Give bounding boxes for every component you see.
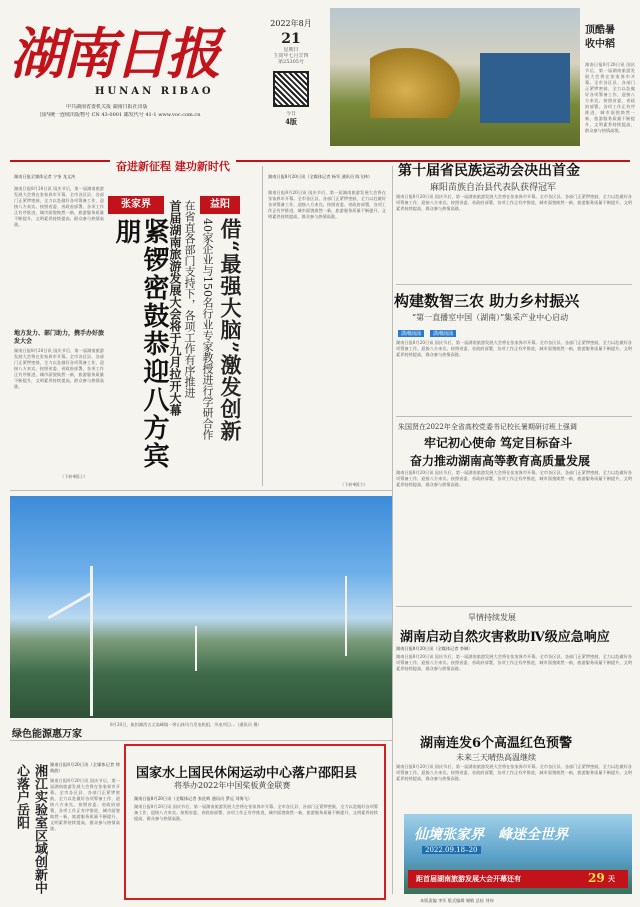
story2-body: 湖南日报8月20日讯 国庆节后，第一届湖南旅游发展大会将在张家界市开幕。全市各区县、各部门正紧锣密鼓，全力以赴做好各项筹备工作，迎接八方来宾。按照省委、省政府部署，各项工作正有序推进，城市面貌焕然一新，旅游服务质量不断提升，文明素养持续提高，群众参与热情高涨。 bbox=[396, 340, 632, 357]
top-caption-text: 湖南日报8月20日讯 国庆节后，第一届湖南旅游发展大会将在张家界市开幕。全市各区县、各部门正紧锣密鼓，全力以赴做好各项筹备工作，迎接八方来宾。按照省委、省政府部署，各项工作正有序推进，城市面貌焕然一新，旅游服务质量不断提升，文明素养持续提高，群众参与热情高涨。 bbox=[585, 62, 635, 133]
col-c-headline: 借“最强大脑”激发创新 bbox=[218, 218, 243, 443]
story5-sub: 未来三天晴热高温继续 bbox=[456, 753, 536, 762]
story3-headline-2: 奋力推动湖南高等教育高质量发展 bbox=[410, 454, 591, 468]
story3-headline-1: 牢记初心使命 笃定目标奋斗 bbox=[424, 436, 573, 450]
footer: 本版责编 李军 版式编辑 谢敏 总检 刘伟 bbox=[420, 898, 494, 903]
col-a-sub: 地方发力、部门助力，携手办好旅发大会 bbox=[14, 330, 105, 345]
ad-countdown: 距首届湖南旅游发展大会开幕还有 bbox=[416, 874, 521, 883]
story1-headline: 第十届省民族运动会决出首金 bbox=[398, 163, 580, 179]
top-caption: 顶酷暑 收中稻 bbox=[585, 25, 615, 50]
masthead-code: 国内统一连续出版物号 CN 43-0001 邮发代号 41-1 www.voc.com.cn bbox=[40, 112, 201, 118]
ad-countdown-bar bbox=[408, 870, 628, 888]
story2-tag-2: 潇湘涌涌 bbox=[430, 330, 456, 337]
ad-line-2: 峰迷全世界 bbox=[498, 827, 568, 843]
kicker-yiyang: 益阳 bbox=[200, 196, 240, 214]
divider bbox=[262, 166, 263, 486]
tourism-ad bbox=[404, 814, 632, 894]
col-a-body: 湖南日报8月20日讯 国庆节后，第一届湖南旅游发展大会将在张家界市开幕。全市各区县、各部门正紧锣密鼓，全力以赴做好各项筹备工作，迎接八方来宾。按照省委、省政府部署，各项工作正有序推进，城市面貌焕然一新，旅游服务质量不断提升，文明素养持续提高，群众参与热情高涨。 bbox=[14, 186, 104, 227]
story5-headline: 湖南连发6个高温红色预警 bbox=[420, 736, 573, 751]
story6-body: 湖南日报8月20日讯 国庆节后，第一届湖南旅游发展大会将在张家界市开幕。全市各区县、各部门正紧锣密鼓，全力以赴做好各项筹备工作，迎接八方来宾。按照省委、省政府部署，各项工作正有序推进，城市面貌焕然一新，旅游服务质量不断提升，文明素养持续提高，群众参与热情高涨。 bbox=[134, 804, 378, 821]
story6-byline: 湖南日报8月20日讯（全媒体记者 张佐辉 通讯员 罗远 刘海飞） bbox=[134, 796, 253, 801]
harvester-body bbox=[480, 53, 570, 123]
wind-turbine-icon bbox=[90, 566, 93, 716]
wind-farm-photo bbox=[10, 496, 392, 718]
col-a-jump: （下转4版①） bbox=[60, 474, 88, 479]
col-a-body-2: 湖南日报8月20日讯 国庆节后，第一届湖南旅游发展大会将在张家界市开幕。全市各区县、各部门正紧锣密鼓，全力以赴做好各项筹备工作，迎接八方来宾。按照省委、省政府部署，各项工作正有序推进，城市面貌焕然一新，旅游服务质量不断提升，文明素养持续提高，群众参与热情高涨。 bbox=[14, 348, 104, 389]
col-b-sub: 在省直各部门支持下，各项工作有序推进 bbox=[183, 200, 196, 398]
divider bbox=[396, 416, 632, 417]
story7-body: 湖南日报8月20日讯 国庆节后，第一届湖南旅游发展大会将在张家界市开幕。全市各区县、各部门正紧锣密鼓，全力以赴做好各项筹备工作，迎接八方来宾。按照省委、省政府部署，各项工作正有序推进，城市面貌焕然一新，旅游服务质量不断提升，文明素养持续提高，群众参与热情高涨。 bbox=[50, 778, 120, 831]
masthead-publisher: 中共湖南省委机关报 湖南日报社出版 bbox=[66, 104, 148, 110]
story2-sub: “第一直播室中国（湖南）”集采产业中心启动 bbox=[412, 313, 569, 322]
date-weekday: 星期日 bbox=[283, 47, 299, 53]
photo-caption: 绿色能源惠万家 bbox=[12, 729, 82, 740]
date-day: 21 bbox=[281, 31, 301, 47]
page-count: 4版 bbox=[285, 117, 297, 126]
wind-turbine-icon bbox=[195, 626, 197, 671]
ad-days-unit: 天 bbox=[608, 874, 615, 883]
date-year-month: 2022年8月 bbox=[270, 19, 312, 28]
grain-chute bbox=[370, 48, 460, 118]
story7-headline: 湘江实验室区域创新中心落户岳阳 bbox=[14, 764, 47, 894]
story6-headline: 国家水上国民休闲运动中心落户邵阳县 bbox=[136, 766, 358, 781]
divider bbox=[396, 284, 632, 285]
story2-headline: 构建数智三农 助力乡村振兴 bbox=[394, 292, 580, 310]
story1-body: 湖南日报8月20日讯 国庆节后，第一届湖南旅游发展大会将在张家界市开幕。全市各区县、各部门正紧锣密鼓，全力以赴做好各项筹备工作，迎接八方来宾。按照省委、省政府部署，各项工作正有序推进，城市面貌焕然一新，旅游服务质量不断提升，文明素养持续提高，群众参与热情高涨。 bbox=[396, 194, 632, 211]
divider bbox=[10, 490, 392, 491]
story3-body: 湖南日报8月20日讯 国庆节后，第一届湖南旅游发展大会将在张家界市开幕。全市各区县、各部门正紧锣密鼓，全力以赴做好各项筹备工作，迎接八方来宾。按照省委、省政府部署，各项工作正有序推进，城市面貌焕然一新，旅游服务质量不断提升，文明素养持续提高，群众参与热情高涨。 bbox=[396, 470, 632, 487]
qr-code-icon bbox=[273, 71, 309, 107]
photo-note: 8月20日，航拍湘西古丈高峰镇一带山体风力发电机组，风电项目…（通讯员 摄） bbox=[110, 722, 262, 727]
masthead-title-en: HUNAN RIBAO bbox=[95, 86, 214, 97]
story4-headline: 湖南启动自然灾害救助Ⅳ级应急响应 bbox=[400, 630, 610, 645]
story6-sub: 将举办2022年中国桨板黄金联赛 bbox=[174, 781, 291, 790]
wind-turbine-icon bbox=[345, 576, 347, 656]
col-d-jump: （下转4版③） bbox=[340, 482, 368, 487]
story4-body: 湖南日报8月20日讯 国庆节后，第一届湖南旅游发展大会将在张家界市开幕。全市各区县、各部门正紧锣密鼓，全力以赴做好各项筹备工作，迎接八方来宾。按照省委、省政府部署，各项工作正有序推进，城市面貌焕然一新，旅游服务质量不断提升，文明素养持续提高，群众参与热情高涨。 bbox=[396, 654, 632, 671]
story4-kicker: 旱情持续发展 bbox=[468, 613, 516, 622]
col-a-headline: 紧锣密鼓恭迎八方宾朋 bbox=[111, 218, 169, 470]
story2-tag-1: 潇湘涌涌 bbox=[398, 330, 424, 337]
kicker-zhangjiajie: 张家界 bbox=[108, 196, 164, 214]
story5-body: 湖南日报8月20日讯 国庆节后，第一届湖南旅游发展大会将在张家界市开幕。全市各区县、各部门正紧锣密鼓，全力以赴做好各项筹备工作，迎接八方来宾。按照省委、省政府部署，各项工作正有序推进，城市面貌焕然一新，旅游服务质量不断提升，文明素养持续提高，群众参与热情高涨。 bbox=[396, 764, 632, 781]
date-box bbox=[262, 18, 320, 148]
wind-turbine-icon bbox=[48, 592, 93, 620]
divider bbox=[392, 166, 393, 894]
banner-slogan: 奋进新征程 建功新时代 bbox=[110, 158, 236, 174]
divider bbox=[10, 740, 392, 741]
date-issue: 第25305号 bbox=[278, 59, 304, 65]
story4-byline: 湖南日报8月20日讯（全媒体记者 李琳） bbox=[396, 646, 473, 651]
masthead-title: 湖南日报 bbox=[10, 21, 219, 86]
story1-sub: 麻阳苗族自治县代表队获得冠军 bbox=[430, 183, 557, 193]
top-photo bbox=[330, 8, 580, 146]
page-count-label: 今日 bbox=[285, 111, 296, 117]
col-a-byline: 湖南日报全媒体记者 宁奎 龙文泱 bbox=[14, 174, 76, 179]
divider bbox=[396, 606, 632, 607]
date-lunar: 壬寅年七月廿四 bbox=[273, 53, 309, 59]
col-b-headline: 首届湖南旅游发展大会将于九月拉开大幕 bbox=[168, 200, 182, 416]
col-c-sub: 40家企业与150名行业专家教授进行学研合作 bbox=[201, 218, 214, 440]
col-d-body: 湖南日报8月20日讯 国庆节后，第一届湖南旅游发展大会将在张家界市开幕。全市各区县、各部门正紧锣密鼓，全力以赴做好各项筹备工作，迎接八方来宾。按照省委、省政府部署，各项工作正有序推进，城市面貌焕然一新，旅游服务质量不断提升，文明素养持续提高，群众参与热情高涨。 bbox=[268, 190, 386, 219]
ad-line-1: 仙境张家界 bbox=[414, 827, 484, 843]
story6-box bbox=[124, 744, 386, 900]
col-d-byline: 湖南日报8月20日讯（全媒体记者 杨军 通讯员 陈飞林） bbox=[268, 174, 373, 179]
ad-date: 2022.09.18–20 bbox=[422, 846, 481, 854]
masthead bbox=[10, 6, 260, 156]
story7-byline: 湖南日报8月20日讯（全媒体记者 徐典波） bbox=[50, 762, 120, 773]
ad-days: 29 bbox=[588, 871, 605, 885]
story3-kicker: 朱国贤在2022年全省高校党委书记校长暑期研讨班上强调 bbox=[398, 423, 577, 431]
